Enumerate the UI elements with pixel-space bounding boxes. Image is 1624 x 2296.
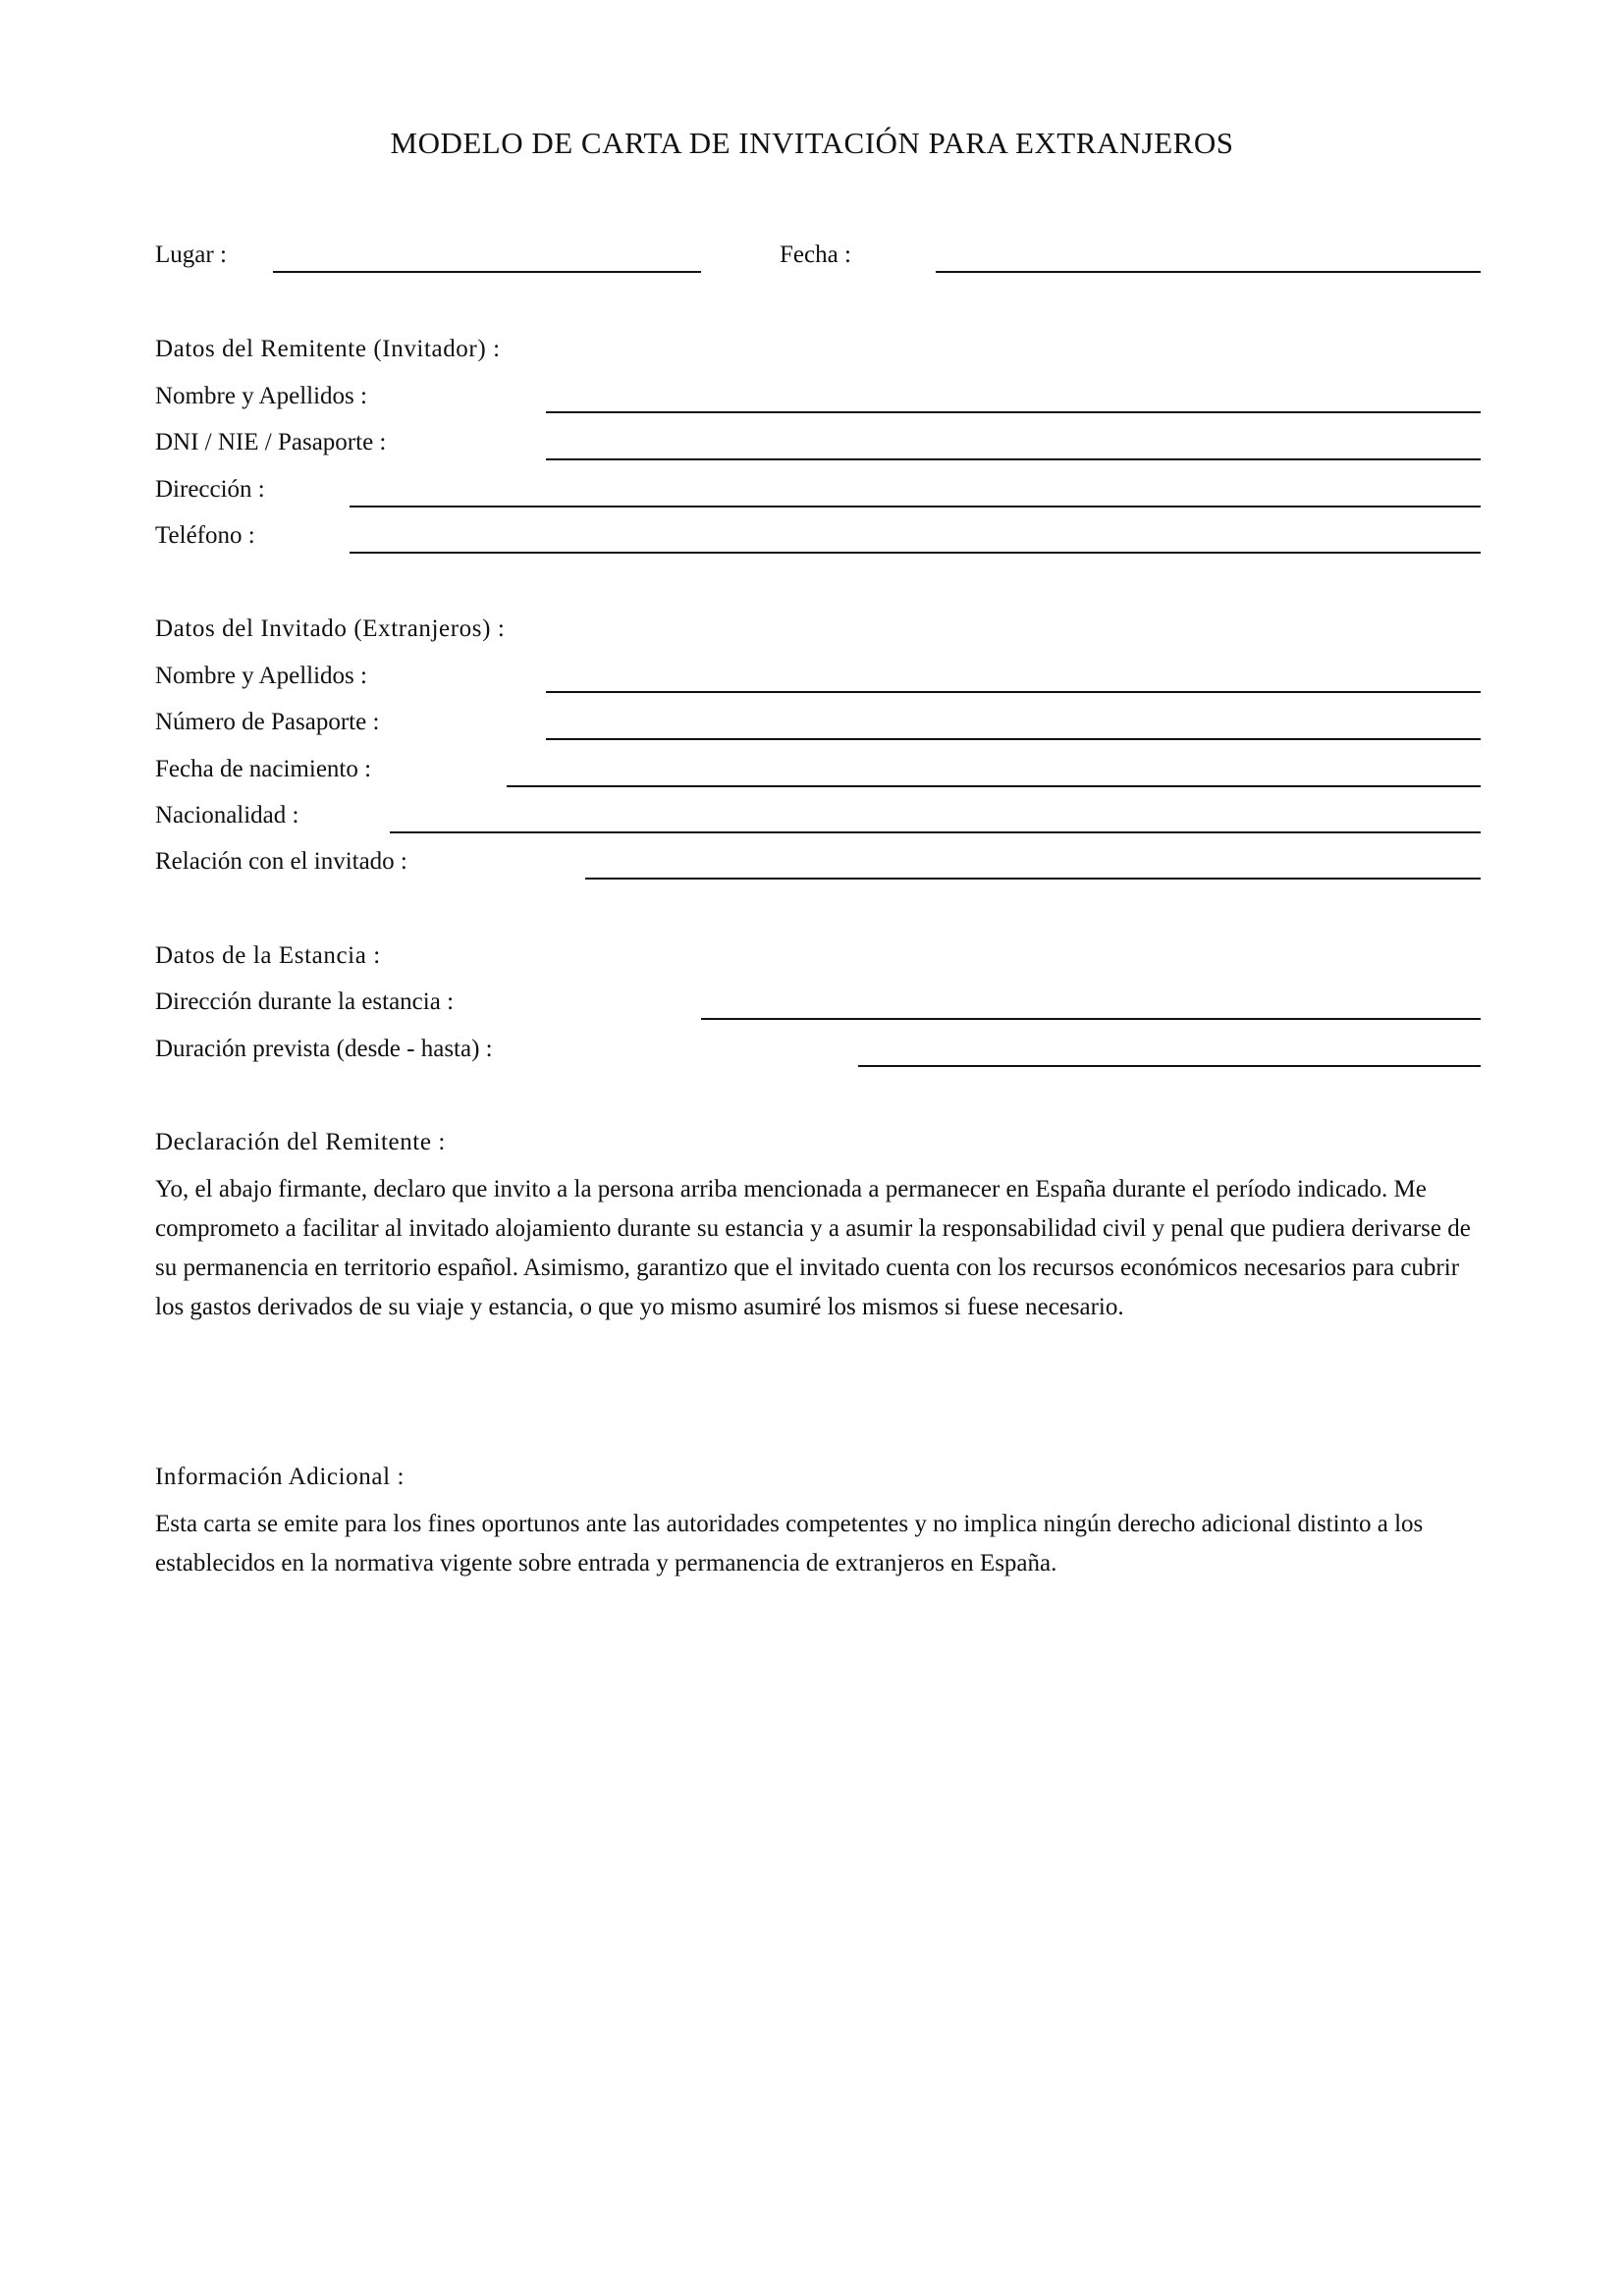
- invitado-nombre-field-line[interactable]: [546, 691, 1481, 693]
- estancia-direccion-label: Dirección durante la estancia :: [155, 988, 455, 1015]
- remitente-nombre-field-line[interactable]: [546, 411, 1481, 413]
- informacion-heading: Información Adicional :: [155, 1464, 406, 1490]
- estancia-direccion-field-line[interactable]: [701, 1018, 1481, 1020]
- lugar-label: Lugar :: [155, 241, 227, 268]
- invitado-relacion-field-line[interactable]: [585, 878, 1481, 880]
- invitado-heading: Datos del Invitado (Extranjeros) :: [155, 615, 506, 642]
- invitado-pasaporte-label: Número de Pasaporte :: [155, 709, 380, 735]
- fecha-field-line[interactable]: [936, 271, 1481, 273]
- remitente-telefono-label: Teléfono :: [155, 522, 255, 549]
- remitente-direccion-field-line[interactable]: [350, 506, 1481, 507]
- remitente-direccion-label: Dirección :: [155, 476, 265, 503]
- invitado-relacion-label: Relación con el invitado :: [155, 848, 407, 875]
- invitado-pasaporte-field-line[interactable]: [546, 738, 1481, 740]
- remitente-documento-field-line[interactable]: [546, 458, 1481, 460]
- estancia-heading: Datos de la Estancia :: [155, 942, 381, 969]
- invitado-nacionalidad-label: Nacionalidad :: [155, 802, 299, 828]
- remitente-documento-label: DNI / NIE / Pasaporte :: [155, 429, 387, 455]
- invitado-nacionalidad-field-line[interactable]: [390, 831, 1481, 833]
- estancia-duracion-label: Duración prevista (desde - hasta) :: [155, 1036, 493, 1062]
- informacion-paragraph: Esta carta se emite para los fines oportunos ante las autoridades competentes y no implica ningún derecho adicional distinto a los establecidos en la normativa vigente sobre entrada y permanencia de extranjeros en España.: [155, 1511, 1424, 1576]
- estancia-duracion-field-line[interactable]: [858, 1065, 1481, 1067]
- remitente-telefono-field-line[interactable]: [350, 552, 1481, 554]
- invitado-nacimiento-label: Fecha de nacimiento :: [155, 756, 372, 782]
- declaracion-paragraph: Yo, el abajo firmante, declaro que invito a la persona arriba mencionada a permanecer en España durante el período indicado. Me comprometo a facilitar al invitado alojamiento durante su estancia y a asumir la responsabilidad civil y penal que pudiera derivarse de su permanencia en territorio español. Asimismo, garantizo que el invitado cuenta con los recursos económicos necesarios para cubrir los gastos derivados de su viaje y estancia, o que yo mismo asumiré los mismos si fuese necesario.: [155, 1176, 1471, 1320]
- fecha-label: Fecha :: [780, 241, 851, 268]
- remitente-heading: Datos del Remitente (Invitador) :: [155, 336, 501, 362]
- lugar-field-line[interactable]: [273, 271, 701, 273]
- declaracion-heading: Declaración del Remitente :: [155, 1129, 446, 1155]
- remitente-nombre-label: Nombre y Apellidos :: [155, 383, 367, 409]
- document-title: MODELO DE CARTA DE INVITACIÓN PARA EXTRANJEROS: [390, 126, 1234, 160]
- invitado-nacimiento-field-line[interactable]: [507, 785, 1481, 787]
- invitado-nombre-label: Nombre y Apellidos :: [155, 663, 367, 689]
